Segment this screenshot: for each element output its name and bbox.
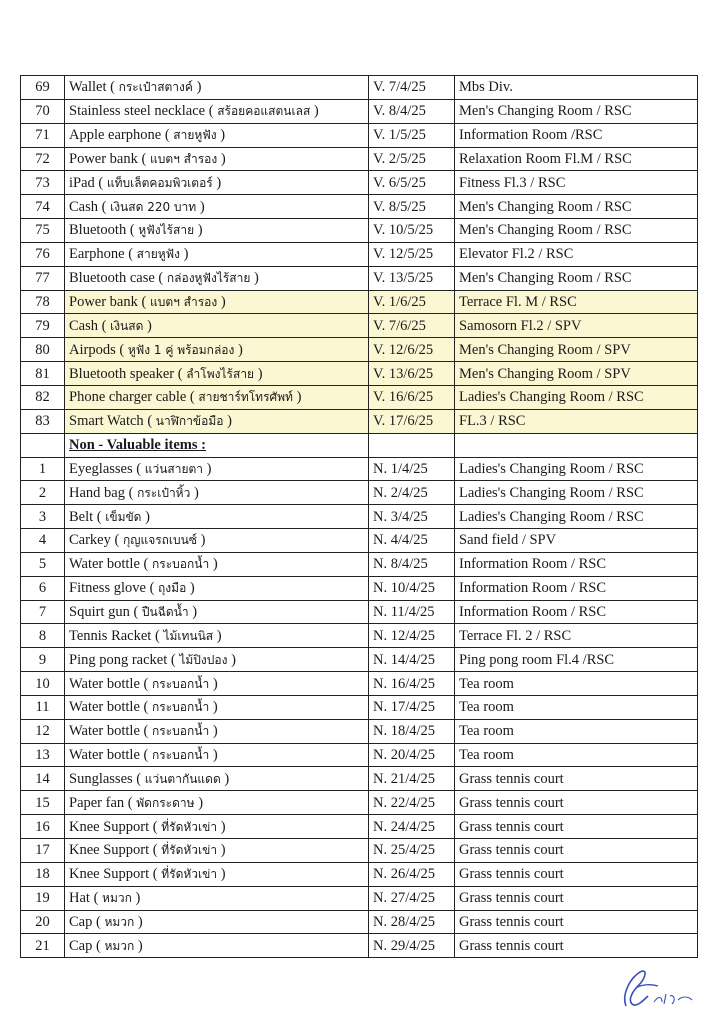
row-number: 79 [21, 314, 65, 338]
found-location: Information Room /RSC [455, 123, 698, 147]
item-name-thai: สายหูฟัง [173, 128, 217, 143]
row-number: 10 [21, 672, 65, 696]
table-row [21, 290, 698, 314]
item-code: V. 13/6/25 [369, 362, 455, 386]
item-code: V. 1/6/25 [369, 290, 455, 314]
item-name: Knee Support [69, 866, 150, 883]
item-name-thai: กระบอกน้ำ [152, 676, 210, 691]
row-number: 12 [21, 719, 65, 743]
item-code: N. 27/4/25 [369, 886, 455, 910]
row-number: 16 [21, 815, 65, 839]
item-name-thai: แท็บเล็ตคอมพิวเตอร์ [106, 175, 213, 190]
found-location: Men's Changing Room / RSC [455, 219, 698, 243]
item-name: Ping pong racket [69, 651, 168, 668]
item-code: N. 12/4/25 [369, 624, 455, 648]
item-name-thai: กระบอกน้ำ [152, 700, 210, 715]
item-cell: Bluetooth case ( กล่องหูฟังไร้สาย ) [65, 266, 369, 290]
item-name-thai: หมวก [104, 914, 135, 929]
found-location: Grass tennis court [455, 791, 698, 815]
found-location: Ladies's Changing Room / RSC [455, 457, 698, 481]
row-number: 1 [21, 457, 65, 481]
row-number: 72 [21, 147, 65, 171]
row-number: 74 [21, 195, 65, 219]
item-cell: Knee Support ( ที่รัดหัวเข่า ) [65, 862, 369, 886]
found-location: Terrace Fl. M / RSC [455, 290, 698, 314]
item-name-thai: ไม้ปิงปอง [179, 652, 228, 667]
item-code: N. 11/4/25 [369, 600, 455, 624]
item-name: Water bottle [69, 747, 140, 764]
signature-mark [618, 966, 700, 1012]
item-name-thai: ลำโพงไร้สาย [186, 366, 255, 381]
row-number: 76 [21, 242, 65, 266]
item-cell: Paper fan ( พัดกระดาษ ) [65, 791, 369, 815]
item-name: Phone charger cable [69, 389, 187, 406]
found-location: Grass tennis court [455, 910, 698, 934]
item-cell: Water bottle ( กระบอกน้ำ ) [65, 743, 369, 767]
item-name-thai: กล่องหูฟังไร้สาย [166, 271, 251, 286]
found-location [455, 433, 698, 457]
item-code: V. 12/6/25 [369, 338, 455, 362]
row-number: 4 [21, 529, 65, 553]
item-name-thai: สายชาร์ทโทรศัพท์ [198, 390, 293, 405]
item-cell: Hand bag ( กระเป๋าหิ้ว ) [65, 481, 369, 505]
item-cell: Eyeglasses ( แว่นสายตา ) [65, 457, 369, 481]
item-cell: Belt ( เข็มขัด ) [65, 505, 369, 529]
table-row [21, 672, 698, 696]
row-number: 11 [21, 695, 65, 719]
item-name: Apple earphone [69, 127, 162, 144]
table-row [21, 600, 698, 624]
item-cell: Bluetooth speaker ( ลำโพงไร้สาย ) [65, 362, 369, 386]
item-name: iPad [69, 174, 95, 191]
found-location: Ladies's Changing Room / RSC [455, 481, 698, 505]
item-code: V. 7/6/25 [369, 314, 455, 338]
row-number: 7 [21, 600, 65, 624]
found-location: Terrace Fl. 2 / RSC [455, 624, 698, 648]
item-code: N. 28/4/25 [369, 910, 455, 934]
row-number: 69 [21, 76, 65, 100]
item-name-thai: แบตฯ สำรอง [149, 295, 218, 310]
item-name-thai: กระเป๋าหิ้ว [137, 485, 191, 500]
item-name-thai: สร้อยคอแสตนเลส [217, 104, 311, 119]
item-code: N. 4/4/25 [369, 529, 455, 553]
found-location: Information Room / RSC [455, 576, 698, 600]
row-number: 13 [21, 743, 65, 767]
row-number: 6 [21, 576, 65, 600]
item-name-thai: หมวก [104, 938, 135, 953]
item-cell: Ping pong racket ( ไม้ปิงปอง ) [65, 648, 369, 672]
table-row [21, 791, 698, 815]
item-cell: Stainless steel necklace ( สร้อยคอแสตนเลส ) [65, 99, 369, 123]
item-name: Smart Watch [69, 413, 144, 430]
found-location: Grass tennis court [455, 767, 698, 791]
table-row [21, 576, 698, 600]
item-cell: Apple earphone ( สายหูฟัง ) [65, 123, 369, 147]
item-name-thai: แว่นตากันแดด [144, 771, 221, 786]
table-row [21, 99, 698, 123]
item-name: Paper fan [69, 794, 125, 811]
found-location: Information Room / RSC [455, 552, 698, 576]
item-name: Water bottle [69, 556, 140, 573]
row-number: 75 [21, 219, 65, 243]
found-location: Fitness Fl.3 / RSC [455, 171, 698, 195]
found-location: Men's Changing Room / SPV [455, 362, 698, 386]
item-code: N. 26/4/25 [369, 862, 455, 886]
item-name-thai: หูฟัง 1 คู่ พร้อมกล่อง [127, 342, 235, 357]
item-name: Tennis Racket [69, 627, 152, 644]
item-name: Belt [69, 508, 94, 525]
found-location: Ladies's Changing Room / RSC [455, 385, 698, 409]
table-row [21, 505, 698, 529]
item-code: N. 17/4/25 [369, 695, 455, 719]
item-code: N. 8/4/25 [369, 552, 455, 576]
row-number [21, 433, 65, 457]
item-code: V. 7/4/25 [369, 76, 455, 100]
item-name-thai: แบตฯ สำรอง [149, 151, 218, 166]
item-name-thai: ที่รัดหัวเข่า [161, 843, 218, 858]
table-row [21, 910, 698, 934]
found-location: Tea room [455, 672, 698, 696]
found-location: Mbs Div. [455, 76, 698, 100]
item-name: Carkey [69, 532, 111, 549]
item-name: Cash [69, 198, 98, 215]
row-number: 14 [21, 767, 65, 791]
table-row [21, 314, 698, 338]
item-code: V. 8/4/25 [369, 99, 455, 123]
found-location: Men's Changing Room / RSC [455, 99, 698, 123]
item-cell: Power bank ( แบตฯ สำรอง ) [65, 147, 369, 171]
table-row [21, 266, 698, 290]
table-row [21, 552, 698, 576]
row-number: 78 [21, 290, 65, 314]
item-name: Bluetooth [69, 222, 127, 239]
found-location: Tea room [455, 743, 698, 767]
item-name: Knee Support [69, 842, 150, 859]
item-name-thai: ที่รัดหัวเข่า [161, 819, 218, 834]
item-cell: Power bank ( แบตฯ สำรอง ) [65, 290, 369, 314]
item-name: Bluetooth speaker [69, 365, 175, 382]
table-row [21, 409, 698, 433]
item-code: N. 3/4/25 [369, 505, 455, 529]
table-row [21, 171, 698, 195]
row-number: 77 [21, 266, 65, 290]
item-name-thai: นาฬิกาข้อมือ [155, 414, 224, 429]
item-cell: Hat ( หมวก ) [65, 886, 369, 910]
item-code: V. 13/5/25 [369, 266, 455, 290]
found-location: Information Room / RSC [455, 600, 698, 624]
found-location: Tea room [455, 719, 698, 743]
item-code [369, 433, 455, 457]
item-cell: Water bottle ( กระบอกน้ำ ) [65, 672, 369, 696]
item-cell: Cash ( เงินสด 220 บาท ) [65, 195, 369, 219]
item-name: Airpods [69, 341, 116, 358]
item-code: V. 12/5/25 [369, 242, 455, 266]
item-code: N. 21/4/25 [369, 767, 455, 791]
item-code: N. 25/4/25 [369, 839, 455, 863]
table-body [21, 76, 698, 958]
item-name: Wallet [69, 79, 107, 96]
table-row [21, 362, 698, 386]
found-location: Elevator Fl.2 / RSC [455, 242, 698, 266]
found-location: Grass tennis court [455, 886, 698, 910]
found-location: Men's Changing Room / RSC [455, 195, 698, 219]
item-code: N. 20/4/25 [369, 743, 455, 767]
section-header-row [21, 433, 698, 457]
item-cell: Water bottle ( กระบอกน้ำ ) [65, 695, 369, 719]
found-location: Relaxation Room Fl.M / RSC [455, 147, 698, 171]
table-row [21, 886, 698, 910]
item-name: Eyeglasses [69, 460, 133, 477]
item-name: Cap [69, 913, 93, 930]
item-name-thai: กระบอกน้ำ [152, 557, 210, 572]
row-number: 73 [21, 171, 65, 195]
item-name-thai: กระบอกน้ำ [152, 748, 210, 763]
item-code: V. 17/6/25 [369, 409, 455, 433]
item-name: Hand bag [69, 484, 125, 501]
item-cell: Smart Watch ( นาฬิกาข้อมือ ) [65, 409, 369, 433]
item-code: N. 29/4/25 [369, 934, 455, 958]
row-number: 2 [21, 481, 65, 505]
table-row [21, 719, 698, 743]
item-code: V. 16/6/25 [369, 385, 455, 409]
item-name: Stainless steel necklace [69, 103, 206, 120]
table-row [21, 624, 698, 648]
item-cell: Sunglasses ( แว่นตากันแดด ) [65, 767, 369, 791]
item-name-thai: หมวก [102, 891, 132, 906]
item-cell: Bluetooth ( หูฟังไร้สาย ) [65, 219, 369, 243]
item-name: Squirt gun [69, 603, 130, 620]
found-location: FL.3 / RSC [455, 409, 698, 433]
lost-and-found-table [20, 75, 698, 958]
table-row [21, 839, 698, 863]
item-cell: Carkey ( กุญแจรถเบนซ์ ) [65, 529, 369, 553]
item-name: Cap [69, 937, 93, 954]
item-name: Bluetooth case [69, 270, 155, 287]
item-cell [65, 433, 369, 457]
item-code: N. 22/4/25 [369, 791, 455, 815]
item-name-thai: กระบอกน้ำ [152, 724, 210, 739]
item-name: Knee Support [69, 818, 150, 835]
item-code: N. 24/4/25 [369, 815, 455, 839]
table-row [21, 457, 698, 481]
row-number: 81 [21, 362, 65, 386]
item-code: V. 8/5/25 [369, 195, 455, 219]
item-cell: iPad ( แท็บเล็ตคอมพิวเตอร์ ) [65, 171, 369, 195]
item-name-thai: กุญแจรถเบนซ์ [122, 533, 198, 548]
found-location: Samosorn Fl.2 / SPV [455, 314, 698, 338]
item-cell: Knee Support ( ที่รัดหัวเข่า ) [65, 815, 369, 839]
item-cell: Airpods ( หูฟัง 1 คู่ พร้อมกล่อง ) [65, 338, 369, 362]
found-location: Grass tennis court [455, 839, 698, 863]
item-name-thai: เงินสด [110, 318, 144, 333]
item-name: Water bottle [69, 699, 140, 716]
row-number: 5 [21, 552, 65, 576]
item-code: N. 1/4/25 [369, 457, 455, 481]
row-number: 71 [21, 123, 65, 147]
item-code: N. 18/4/25 [369, 719, 455, 743]
item-cell: Earphone ( สายหูฟัง ) [65, 242, 369, 266]
item-name: Cash [69, 317, 98, 334]
item-cell: Tennis Racket ( ไม้เทนนิส ) [65, 624, 369, 648]
row-number: 19 [21, 886, 65, 910]
item-name: Power bank [69, 150, 138, 167]
row-number: 82 [21, 385, 65, 409]
item-name-thai: กระเป๋าสตางค์ [118, 80, 193, 95]
table-row [21, 743, 698, 767]
item-cell: Fitness glove ( ถุงมือ ) [65, 576, 369, 600]
item-name-thai: พัดกระดาษ [136, 795, 195, 810]
item-code: N. 14/4/25 [369, 648, 455, 672]
item-cell: Knee Support ( ที่รัดหัวเข่า ) [65, 839, 369, 863]
item-cell: Cap ( หมวก ) [65, 934, 369, 958]
found-location: Sand field / SPV [455, 529, 698, 553]
item-code: V. 10/5/25 [369, 219, 455, 243]
table-row [21, 862, 698, 886]
item-cell: Wallet ( กระเป๋าสตางค์ ) [65, 76, 369, 100]
item-code: V. 2/5/25 [369, 147, 455, 171]
item-code: N. 2/4/25 [369, 481, 455, 505]
item-name-thai: แว่นสายตา [144, 461, 204, 476]
found-location: Grass tennis court [455, 815, 698, 839]
row-number: 70 [21, 99, 65, 123]
item-name-thai: ที่รัดหัวเข่า [161, 867, 218, 882]
row-number: 83 [21, 409, 65, 433]
item-name: Fitness glove [69, 580, 146, 597]
row-number: 17 [21, 839, 65, 863]
item-name: Water bottle [69, 723, 140, 740]
item-code: N. 16/4/25 [369, 672, 455, 696]
item-name: Hat [69, 890, 90, 907]
item-cell: Water bottle ( กระบอกน้ำ ) [65, 719, 369, 743]
item-code: V. 1/5/25 [369, 123, 455, 147]
table-row [21, 481, 698, 505]
item-name-thai: ปืนฉีดน้ำ [141, 604, 189, 619]
table-row [21, 695, 698, 719]
item-cell: Water bottle ( กระบอกน้ำ ) [65, 552, 369, 576]
table-row [21, 767, 698, 791]
table-row [21, 648, 698, 672]
table-row [21, 385, 698, 409]
table-row [21, 195, 698, 219]
section-label: Non - Valuable items : [69, 437, 206, 454]
item-name-thai: หูฟังไร้สาย [138, 223, 195, 238]
item-name-thai: เข็มขัด [105, 509, 142, 524]
item-name-thai: ถุงมือ [158, 581, 187, 596]
table-row [21, 529, 698, 553]
item-name: Power bank [69, 294, 138, 311]
item-cell: Phone charger cable ( สายชาร์ทโทรศัพท์ ) [65, 385, 369, 409]
item-name: Water bottle [69, 675, 140, 692]
item-name-thai: สายหูฟัง [136, 247, 181, 262]
found-location: Ladies's Changing Room / RSC [455, 505, 698, 529]
table-row [21, 338, 698, 362]
row-number: 9 [21, 648, 65, 672]
item-code: V. 6/5/25 [369, 171, 455, 195]
item-name-thai: เงินสด 220 บาท [110, 199, 197, 214]
item-cell: Cash ( เงินสด ) [65, 314, 369, 338]
row-number: 8 [21, 624, 65, 648]
found-location: Grass tennis court [455, 934, 698, 958]
item-name: Sunglasses [69, 770, 133, 787]
item-name: Earphone [69, 246, 125, 263]
table-row [21, 934, 698, 958]
row-number: 80 [21, 338, 65, 362]
row-number: 18 [21, 862, 65, 886]
table-row [21, 219, 698, 243]
table-row [21, 76, 698, 100]
row-number: 21 [21, 934, 65, 958]
item-name-thai: ไม้เทนนิส [163, 628, 214, 643]
item-cell: Cap ( หมวก ) [65, 910, 369, 934]
found-location: Men's Changing Room / RSC [455, 266, 698, 290]
table-row [21, 815, 698, 839]
found-location: Men's Changing Room / SPV [455, 338, 698, 362]
row-number: 15 [21, 791, 65, 815]
found-location: Grass tennis court [455, 862, 698, 886]
table-row [21, 147, 698, 171]
found-location: Ping pong room Fl.4 /RSC [455, 648, 698, 672]
item-cell: Squirt gun ( ปืนฉีดน้ำ ) [65, 600, 369, 624]
row-number: 20 [21, 910, 65, 934]
item-code: N. 10/4/25 [369, 576, 455, 600]
row-number: 3 [21, 505, 65, 529]
found-location: Tea room [455, 695, 698, 719]
table-row [21, 123, 698, 147]
table-row [21, 242, 698, 266]
